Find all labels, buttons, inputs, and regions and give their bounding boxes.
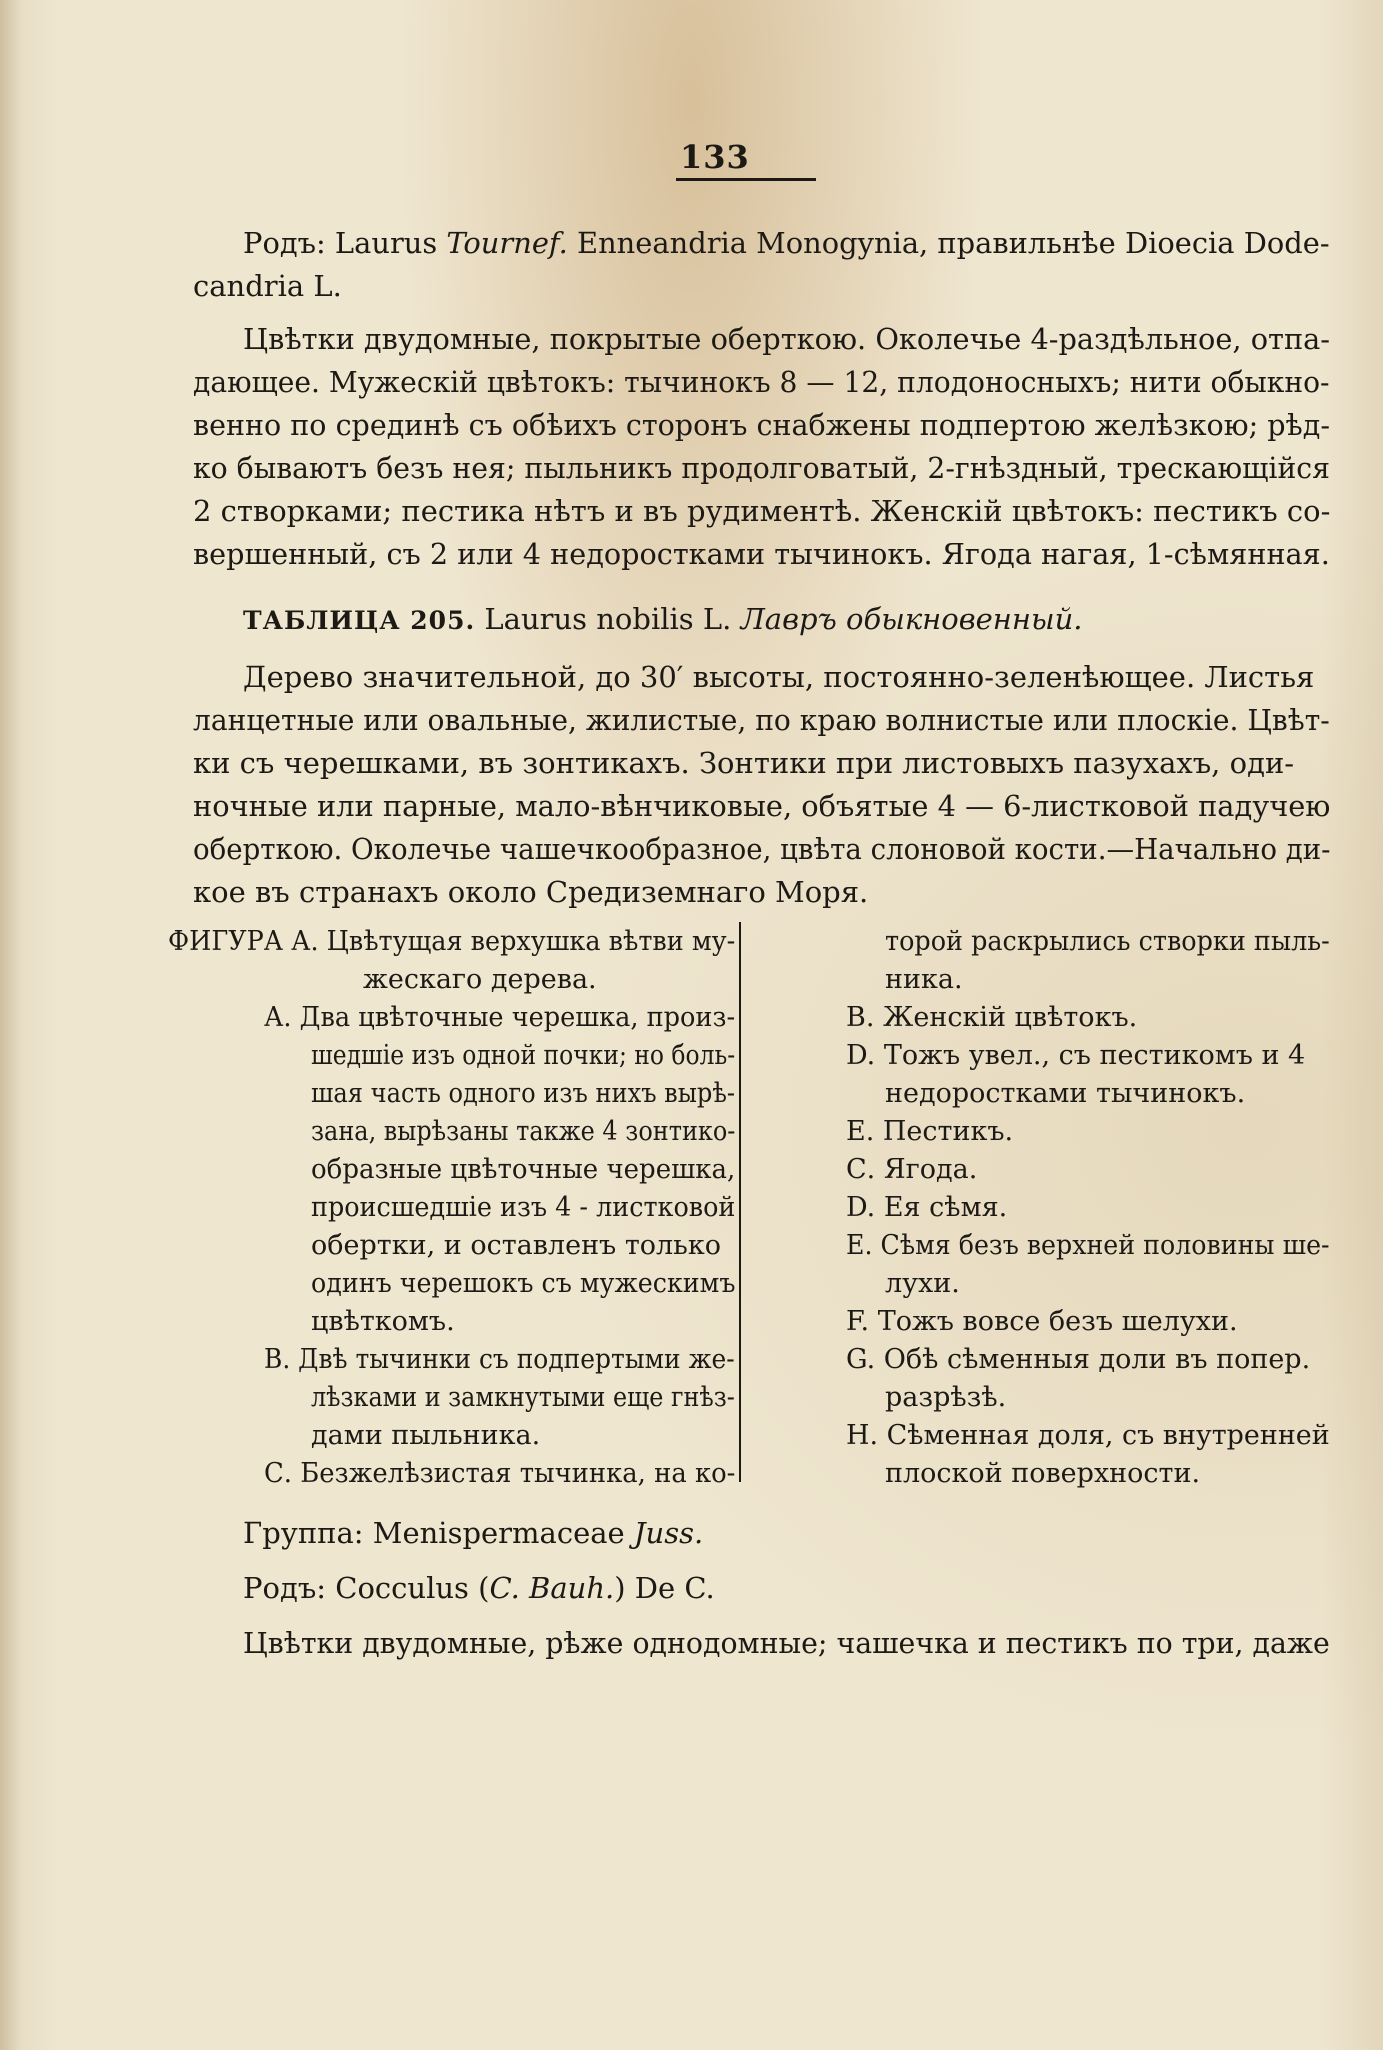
figure-right-line: С. Ягода. — [846, 1154, 978, 1185]
figure-left-line: С. Безжелѣзистая тычинка, на ко- — [264, 1458, 736, 1489]
genus-classification: Enneandria Monogynia, правильнѣе Dioecia Dode- — [567, 226, 1330, 260]
figure-left-line: лѣзками и замкнутыми еще гнѣз- — [311, 1382, 735, 1413]
genus-label: Родъ: Laurus — [243, 226, 447, 260]
cocculus-desc-line: Цвѣтки двудомные, рѣже однодомные; чашечка и пестикъ по три, даже — [243, 1626, 1330, 1660]
figure-left-line: обертки, и оставленъ только — [311, 1230, 721, 1261]
figure-right-line: F. Тожъ вовсе безъ шелухи. — [846, 1306, 1238, 1337]
figure-right-line: Е. Пестикъ. — [846, 1116, 1014, 1147]
laurus-desc-line: венно по срединѣ съ обѣихъ сторонъ снабжены подпертою желѣзкою; рѣд- — [193, 408, 1330, 442]
figure-right-line: плоской поверхности. — [885, 1458, 1201, 1489]
figure-right-line: лухи. — [885, 1268, 960, 1299]
species-desc-line: оберткою. Околечье чашечкообразное, цвѣта слоновой кости.—Начально ди- — [193, 832, 1331, 866]
figure-right-line: недоростками тычинокъ. — [885, 1078, 1246, 1109]
genus-cocculus-author: C. Bauh. — [489, 1571, 615, 1605]
figure-right-line: разрѣзѣ. — [885, 1382, 1007, 1413]
figure-left-line: В. Двѣ тычинки съ подпертыми же- — [264, 1344, 735, 1375]
laurus-desc-line: дающее. Мужескій цвѣтокъ: тычинокъ 8 — 12, плодоносныхъ; нити обыкно- — [193, 365, 1330, 399]
species-desc-line: ланцетные или овальные, жилистые, по краю волнистые или плоскіе. Цвѣт- — [193, 703, 1330, 737]
group-line — [243, 1512, 703, 1555]
figure-right-line: Н. Сѣменная доля, съ внутренней — [846, 1420, 1330, 1451]
figure-left-line: одинъ черешокъ съ мужескимъ — [311, 1268, 736, 1299]
genus-laurus-line1 — [243, 222, 1330, 265]
laurus-desc-line: ко бываютъ безъ нея; пыльникъ продолговатый, 2-гнѣздный, трескающійся — [193, 451, 1330, 485]
figure-left-line: дами пыльника. — [311, 1420, 541, 1451]
figure-right-line: D. Тожъ увел., съ пестикомъ и 4 — [846, 1040, 1306, 1071]
species-desc-line: кое въ странахъ около Средиземнаго Моря. — [193, 875, 869, 909]
laurus-desc-line: вершенный, съ 2 или 4 недоростками тычинокъ. Ягода нагая, 1-сѣмянная. — [193, 537, 1330, 571]
laurus-desc-line: 2 створками; пестика нѣтъ и въ рудиментѣ. Женскій цвѣтокъ: пестикъ со- — [193, 494, 1331, 528]
column-divider — [739, 922, 741, 1482]
laurus-desc-line: Цвѣтки двудомные, покрытые оберткою. Околечье 4-раздѣльное, отпа- — [243, 322, 1331, 356]
figure-right-line: G. Обѣ сѣменныя доли въ попер. — [846, 1344, 1311, 1375]
figure-left-line: происшедшіе изъ 4 - листковой — [311, 1192, 736, 1223]
figure-left-line: образные цвѣточные черешка, — [311, 1154, 736, 1185]
genus-cocculus-label: Родъ: Cocculus ( — [243, 1571, 490, 1605]
page-number: 133 — [680, 138, 750, 176]
common-name: Лавръ обыкновенный. — [740, 602, 1083, 636]
figure-right-line: D. Ея сѣмя. — [846, 1192, 1008, 1223]
figure-left-line: А. Два цвѣточные черешка, произ- — [264, 1002, 736, 1033]
figure-right-line: Е. Сѣмя безъ верхней половины ше- — [846, 1230, 1330, 1261]
figure-right-line: торой раскрылись створки пыль- — [885, 926, 1330, 957]
figure-left-line: цвѣткомъ. — [311, 1306, 455, 1337]
figure-left-line: шая часть одного изъ нихъ вырѣ- — [311, 1078, 736, 1109]
genus-cocculus-author2: ) De C. — [614, 1571, 715, 1605]
figure-left-line: жескаго дерева. — [363, 964, 597, 995]
figure-right-line: ника. — [885, 964, 963, 995]
figure-right-line: В. Женскій цвѣтокъ. — [846, 1002, 1138, 1033]
species-desc-line: ки съ черешками, въ зонтикахъ. Зонтики при листовыхъ пазухахъ, оди- — [193, 746, 1295, 780]
genus-laurus-line2: candria L. — [193, 269, 342, 303]
genus-cocculus-line — [243, 1567, 715, 1610]
species-name: Laurus nobilis L. — [475, 602, 741, 636]
genus-author: Tournef. — [446, 226, 568, 260]
figure-left-line: зана, вырѣзаны также 4 зонтико- — [311, 1116, 736, 1147]
species-desc-line: ночные или парные, мало-вѣнчиковые, объятые 4 — 6-листковой падучею — [193, 789, 1331, 823]
table-heading — [243, 598, 1082, 642]
figure-left-line: ФИГУРА А. Цвѣтущая верхушка вѣтви му- — [168, 926, 736, 957]
table-label: ТАБЛИЦА 205. — [243, 606, 476, 635]
group-label: Группа: Menispermaceae — [243, 1516, 634, 1550]
figure-left-line: шедшіе изъ одной почки; но боль- — [311, 1040, 736, 1071]
page-number-rule — [676, 178, 816, 181]
group-author: Juss. — [633, 1516, 704, 1550]
species-desc-line: Дерево значительной, до 30′ высоты, постоянно-зеленѣющее. Листья — [243, 660, 1315, 694]
